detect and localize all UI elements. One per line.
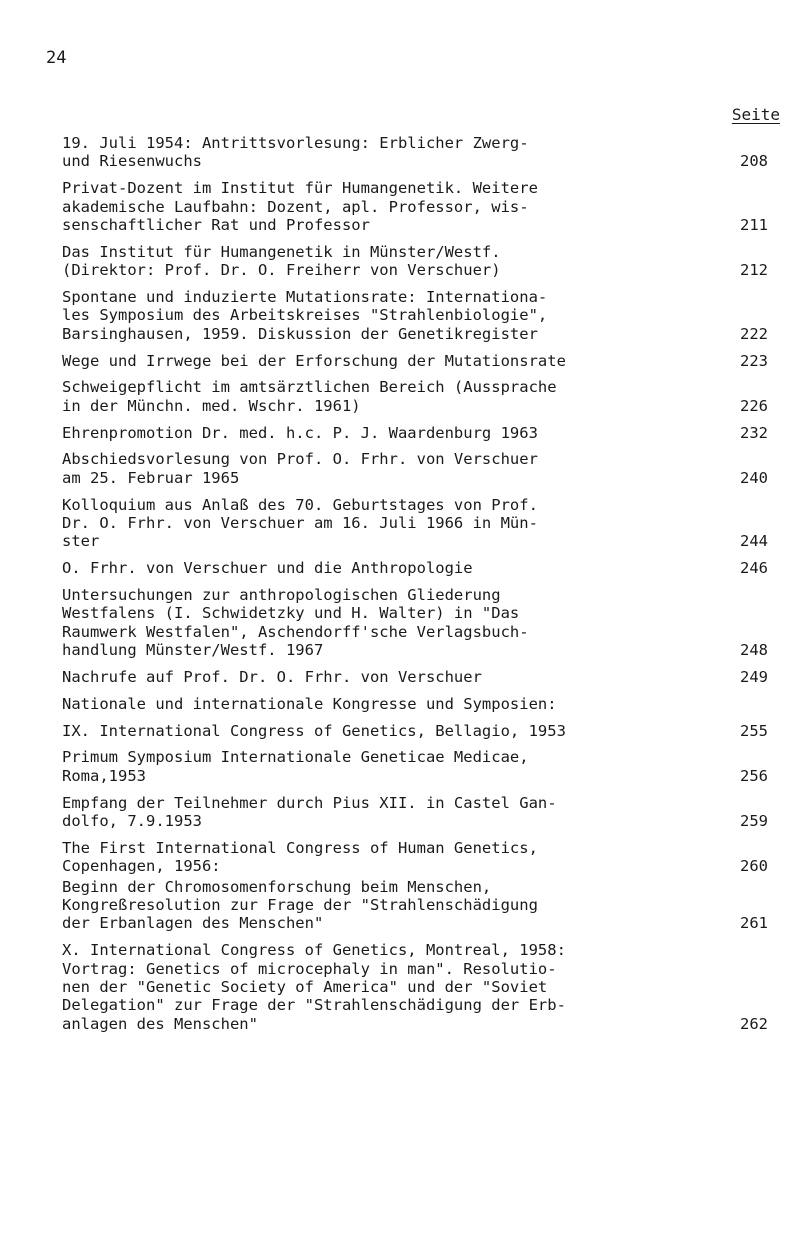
toc-entry-title: Abschiedsvorlesung von Prof. O. Frhr. von Verschuer am 25. Februar 1965 — [62, 450, 538, 487]
toc-entry-page: 212 — [740, 261, 768, 280]
toc-entry — [62, 586, 770, 660]
seite-column-header: Seite — [731, 105, 780, 124]
toc-entry — [62, 134, 770, 171]
toc-entry-page: 208 — [740, 152, 768, 171]
toc-entry-title: Ehrenpromotion Dr. med. h.c. P. J. Waardenburg 1963 — [62, 423, 538, 442]
toc-entry-title: Schweigepflicht im amtsärztlichen Bereich (Aussprache in der Münchn. med. Wschr. 1961) — [62, 378, 557, 415]
toc-entry-title: Nachrufe auf Prof. Dr. O. Frhr. von Verschuer — [62, 668, 482, 687]
toc-entry-page: 262 — [740, 1014, 768, 1033]
toc-entry-title: Beginn der Chromosomenforschung beim Menschen, Kongreßresolution zur Frage der "Strahlenschädigung der Erbanlagen des Menschen" — [62, 877, 538, 933]
toc-entry-title: The First International Congress of Human Genetics, Copenhagen, 1956: — [62, 838, 538, 876]
toc-entry-page: 248 — [740, 641, 768, 660]
toc-entry-page: 240 — [740, 468, 768, 487]
toc-entry-page: 223 — [740, 351, 768, 370]
toc-entry-title: Untersuchungen zur anthropologischen Gliederung Westfalens (I. Schwidetzky und H. Walter) in "Das Raumwerk Westfalen", Aschendorff'sche Verlagsbuch- handlung Münster/Westf. 1967 — [62, 586, 529, 660]
toc-entry-page: 249 — [740, 668, 768, 687]
table-of-contents — [62, 134, 770, 1042]
toc-entry — [62, 450, 770, 487]
toc-entry — [62, 878, 770, 933]
toc-entry — [62, 179, 770, 234]
toc-entry-title: Primum Symposium Internationale Geneticae Medicae, Roma,1953 — [62, 748, 529, 785]
toc-entry — [62, 496, 770, 551]
toc-entry-page: 232 — [740, 423, 768, 442]
toc-entry-page: 255 — [740, 721, 768, 740]
toc-entry-title: Spontane und induzierte Mutationsrate: Internationa- les Symposium des Arbeitskreises "Strahlenbiologie", Barsinghausen, 1959. Diskussion der Genetikregister — [62, 288, 548, 343]
toc-entry — [62, 839, 770, 876]
toc-entry-page: 222 — [740, 324, 768, 343]
toc-entry-title: Nationale und internationale Kongresse und Symposien: — [62, 694, 557, 713]
toc-entry — [62, 695, 770, 713]
toc-entry — [62, 243, 770, 280]
toc-entry-page: 226 — [740, 396, 768, 415]
toc-entry — [62, 378, 770, 415]
toc-entry — [62, 794, 770, 831]
toc-entry-page: 244 — [740, 532, 768, 551]
toc-entry — [62, 352, 770, 370]
toc-entry — [62, 424, 770, 442]
toc-entry-page: 261 — [740, 914, 768, 933]
toc-entry — [62, 288, 770, 343]
toc-entry-page: 259 — [740, 812, 768, 831]
toc-entry-title: Privat-Dozent im Institut für Humangenetik. Weitere akademische Laufbahn: Dozent, apl. Professor, wis- senschaftlicher Rat und Professor — [62, 179, 538, 235]
toc-entry — [62, 941, 770, 1033]
toc-entry — [62, 668, 770, 686]
toc-entry-title: 19. Juli 1954: Antrittsvorlesung: Erblicher Zwerg- und Riesenwuchs — [62, 134, 529, 171]
toc-entry-page: 211 — [740, 216, 768, 235]
toc-entry — [62, 559, 770, 577]
toc-entry — [62, 722, 770, 740]
toc-entry-title: X. International Congress of Genetics, Montreal, 1958: Vortrag: Genetics of microcephaly in man". Resolutio- nen der "Genetic Society of America" und der "Soviet Delegation" zur Frage der "Strahlenschädigung der Erb- anlagen des Menschen" — [62, 941, 566, 1033]
toc-entry — [62, 748, 770, 785]
toc-entry-title: O. Frhr. von Verschuer und die Anthropologie — [62, 559, 473, 578]
toc-entry-title: Wege und Irrwege bei der Erforschung der Mutationsrate — [62, 351, 566, 370]
toc-entry-title: Kolloquium aus Anlaß des 70. Geburtstages von Prof. Dr. O. Frhr. von Verschuer am 16. Juli 1966 in Mün- ster — [62, 495, 538, 551]
toc-entry-title: IX. International Congress of Genetics, Bellagio, 1953 — [62, 721, 566, 740]
toc-entry-page: 260 — [740, 857, 768, 876]
toc-entry-page: 246 — [740, 559, 768, 578]
toc-entry-page: 256 — [740, 766, 768, 785]
toc-entry-title: Empfang der Teilnehmer durch Pius XII. in Castel Gan- dolfo, 7.9.1953 — [62, 793, 557, 831]
page-number: 24 — [46, 48, 67, 68]
toc-entry-title: Das Institut für Humangenetik in Münster/Westf. (Direktor: Prof. Dr. O. Freiherr von Verschuer) — [62, 242, 501, 280]
